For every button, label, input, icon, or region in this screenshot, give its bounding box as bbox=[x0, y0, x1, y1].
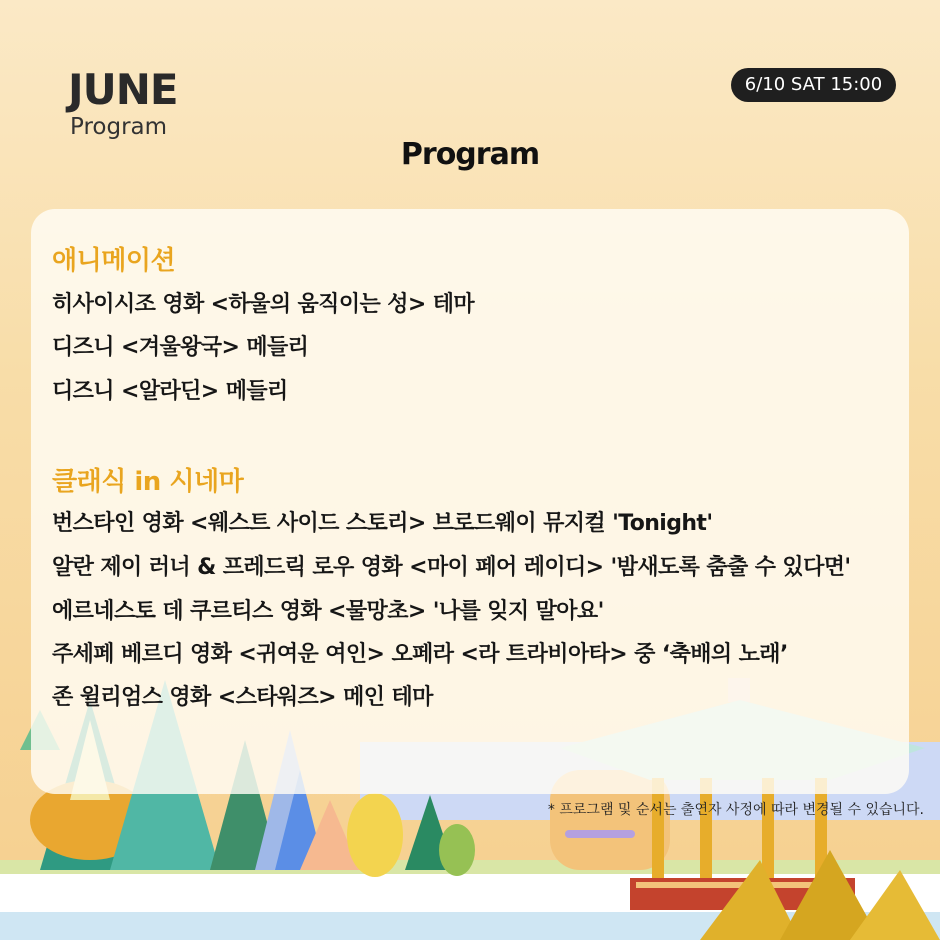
page-title: Program bbox=[400, 137, 540, 172]
program-item: 히사이시조 영화 <하울의 움직이는 성> 테마 bbox=[52, 292, 475, 317]
section-title-animation: 애니메이션 bbox=[52, 246, 176, 276]
header-month: JUNE bbox=[68, 65, 178, 114]
header-subtitle: Program bbox=[70, 114, 168, 140]
program-item: 디즈니 <알라딘> 메들리 bbox=[52, 379, 288, 404]
footnote: * 프로그램 및 순서는 출연자 사정에 따라 변경될 수 있습니다. bbox=[547, 802, 924, 818]
program-item: 에르네스토 데 쿠르티스 영화 <물망초> '나를 잊지 말아요' bbox=[52, 599, 604, 624]
date-badge: 6/10 SAT 15:00 bbox=[731, 68, 896, 102]
program-item: 주세페 베르디 영화 <귀여운 여인> 오페라 <라 트라비아타> 중 ‘축배의 노래’ bbox=[52, 642, 788, 667]
program-item: 존 윌리엄스 영화 <스타워즈> 메인 테마 bbox=[52, 685, 433, 710]
section-title-classic-in-cinema: 클래식 in 시네마 bbox=[52, 467, 244, 497]
program-item: 디즈니 <겨울왕국> 메들리 bbox=[52, 335, 309, 360]
program-item: 알란 제이 러너 & 프레드릭 로우 영화 <마이 페어 레이디> '밤새도록 춤출 수 있다면' bbox=[52, 555, 851, 580]
program-item: 번스타인 영화 <웨스트 사이드 스토리> 브로드웨이 뮤지컬 'Tonight' bbox=[52, 511, 713, 536]
